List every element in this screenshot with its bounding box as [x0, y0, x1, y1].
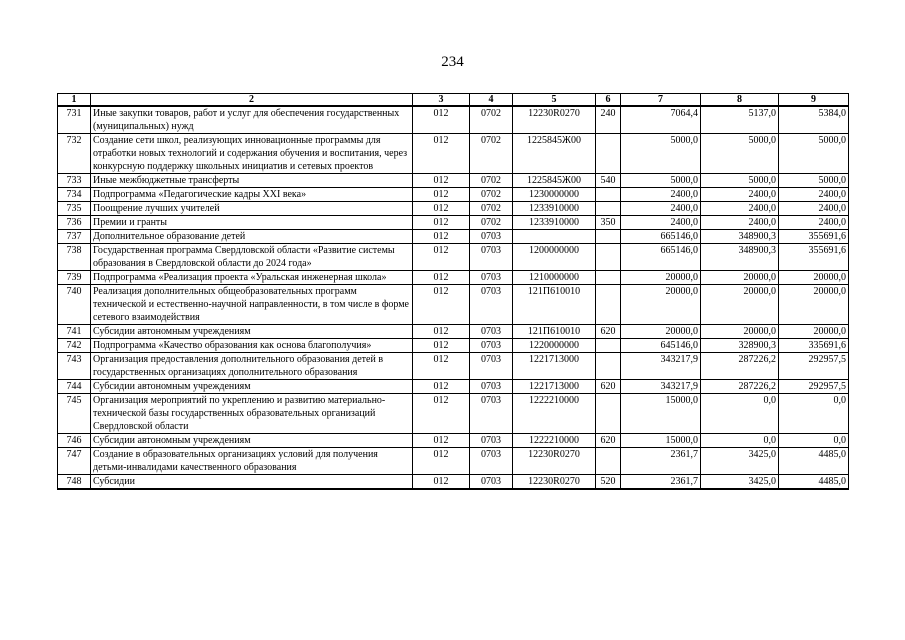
- row-section: 0702: [470, 174, 513, 188]
- header-col-7: 7: [621, 94, 701, 107]
- row-amount-3: 292957,5: [779, 380, 849, 394]
- header-col-2: 2: [91, 94, 413, 107]
- row-ministry: 012: [413, 475, 470, 490]
- row-amount-1: 665146,0: [621, 244, 701, 271]
- row-amount-2: 20000,0: [701, 325, 779, 339]
- row-amount-1: 2400,0: [621, 216, 701, 230]
- row-amount-2: 5000,0: [701, 174, 779, 188]
- row-amount-3: 20000,0: [779, 285, 849, 325]
- row-ministry: 012: [413, 325, 470, 339]
- row-target-article: 121П610010: [513, 325, 596, 339]
- row-number: 742: [58, 339, 91, 353]
- row-expense-type: 620: [596, 434, 621, 448]
- row-amount-2: 287226,2: [701, 353, 779, 380]
- row-number: 735: [58, 202, 91, 216]
- row-amount-3: 5000,0: [779, 134, 849, 174]
- row-name: Организация мероприятий по укреплению и развитию материально-технической базы государственных образовательных организаций Свердловской области: [91, 394, 413, 434]
- table-header-row: [58, 94, 849, 107]
- row-ministry: 012: [413, 380, 470, 394]
- row-name: Иные межбюджетные трансферты: [91, 174, 413, 188]
- row-target-article: 1220000000: [513, 339, 596, 353]
- table-row: [58, 202, 849, 216]
- row-amount-2: 3425,0: [701, 448, 779, 475]
- row-number: 737: [58, 230, 91, 244]
- row-ministry: 012: [413, 106, 470, 134]
- row-amount-2: 0,0: [701, 434, 779, 448]
- table-row: [58, 434, 849, 448]
- header-col-5: 5: [513, 94, 596, 107]
- table-row: [58, 448, 849, 475]
- row-amount-3: 20000,0: [779, 325, 849, 339]
- row-amount-3: 2400,0: [779, 202, 849, 216]
- row-amount-2: 3425,0: [701, 475, 779, 490]
- row-expense-type: [596, 339, 621, 353]
- row-name: Поощрение лучших учителей: [91, 202, 413, 216]
- row-amount-1: 2400,0: [621, 188, 701, 202]
- row-amount-3: 4485,0: [779, 475, 849, 490]
- row-expense-type: [596, 244, 621, 271]
- row-target-article: 12230R0270: [513, 448, 596, 475]
- row-name: Субсидии автономным учреждениям: [91, 434, 413, 448]
- row-amount-1: 20000,0: [621, 325, 701, 339]
- row-target-article: 1221713000: [513, 353, 596, 380]
- row-amount-3: 292957,5: [779, 353, 849, 380]
- table-row: [58, 339, 849, 353]
- row-amount-1: 2361,7: [621, 448, 701, 475]
- row-amount-2: 348900,3: [701, 244, 779, 271]
- row-target-article: [513, 230, 596, 244]
- row-number: 741: [58, 325, 91, 339]
- row-expense-type: 540: [596, 174, 621, 188]
- row-ministry: 012: [413, 285, 470, 325]
- row-name: Организация предоставления дополнительного образования детей в государственных организациях дополнительного образования: [91, 353, 413, 380]
- table-row: [58, 285, 849, 325]
- row-amount-3: 335691,6: [779, 339, 849, 353]
- row-amount-2: 287226,2: [701, 380, 779, 394]
- row-section: 0703: [470, 475, 513, 490]
- row-expense-type: 620: [596, 325, 621, 339]
- row-ministry: 012: [413, 174, 470, 188]
- row-target-article: 12230R0270: [513, 106, 596, 134]
- row-target-article: 1200000000: [513, 244, 596, 271]
- row-amount-3: 5000,0: [779, 174, 849, 188]
- row-amount-1: 2400,0: [621, 202, 701, 216]
- row-name: Подпрограмма «Реализация проекта «Уральская инженерная школа»: [91, 271, 413, 285]
- row-section: 0702: [470, 106, 513, 134]
- row-section: 0703: [470, 380, 513, 394]
- header-col-6: 6: [596, 94, 621, 107]
- header-col-8: 8: [701, 94, 779, 107]
- row-name: Подпрограмма «Педагогические кадры XXI века»: [91, 188, 413, 202]
- table-row: [58, 230, 849, 244]
- row-amount-3: 4485,0: [779, 448, 849, 475]
- row-amount-1: 665146,0: [621, 230, 701, 244]
- row-target-article: 12230R0270: [513, 475, 596, 490]
- row-section: 0702: [470, 216, 513, 230]
- row-name: Подпрограмма «Качество образования как основа благополучия»: [91, 339, 413, 353]
- row-target-article: 1230000000: [513, 188, 596, 202]
- row-expense-type: 240: [596, 106, 621, 134]
- row-number: 738: [58, 244, 91, 271]
- row-expense-type: [596, 285, 621, 325]
- row-number: 746: [58, 434, 91, 448]
- row-number: 732: [58, 134, 91, 174]
- row-expense-type: 350: [596, 216, 621, 230]
- row-section: 0703: [470, 339, 513, 353]
- header-col-4: 4: [470, 94, 513, 107]
- table-row: [58, 134, 849, 174]
- row-amount-1: 5000,0: [621, 134, 701, 174]
- row-ministry: 012: [413, 353, 470, 380]
- row-ministry: 012: [413, 394, 470, 434]
- row-name: Государственная программа Свердловской области «Развитие системы образования в Свердловской области до 2024 года»: [91, 244, 413, 271]
- row-section: 0703: [470, 325, 513, 339]
- row-target-article: 1222210000: [513, 434, 596, 448]
- row-expense-type: [596, 202, 621, 216]
- table-row: [58, 394, 849, 434]
- table-row: [58, 216, 849, 230]
- table-row: [58, 244, 849, 271]
- header-col-3: 3: [413, 94, 470, 107]
- row-amount-2: 5137,0: [701, 106, 779, 134]
- row-amount-2: 5000,0: [701, 134, 779, 174]
- row-section: 0703: [470, 230, 513, 244]
- row-amount-3: 20000,0: [779, 271, 849, 285]
- row-ministry: 012: [413, 271, 470, 285]
- row-amount-1: 15000,0: [621, 434, 701, 448]
- table-row: [58, 271, 849, 285]
- row-section: 0703: [470, 394, 513, 434]
- row-ministry: 012: [413, 434, 470, 448]
- row-section: 0702: [470, 188, 513, 202]
- table-row: [58, 188, 849, 202]
- row-target-article: 121П610010: [513, 285, 596, 325]
- row-ministry: 012: [413, 216, 470, 230]
- row-expense-type: [596, 271, 621, 285]
- row-amount-2: 2400,0: [701, 216, 779, 230]
- row-name: Премии и гранты: [91, 216, 413, 230]
- row-amount-2: 2400,0: [701, 188, 779, 202]
- row-amount-3: 5384,0: [779, 106, 849, 134]
- row-ministry: 012: [413, 339, 470, 353]
- row-name: Реализация дополнительных общеобразовательных программ технической и естественно-научной направленности, в том числе в форме сетевого взаимодействия: [91, 285, 413, 325]
- row-target-article: 1225845Ж00: [513, 134, 596, 174]
- row-amount-2: 0,0: [701, 394, 779, 434]
- row-section: 0703: [470, 434, 513, 448]
- table-row: [58, 325, 849, 339]
- row-ministry: 012: [413, 448, 470, 475]
- table-body: [58, 106, 849, 489]
- row-section: 0702: [470, 134, 513, 174]
- header-col-1: 1: [58, 94, 91, 107]
- row-expense-type: 620: [596, 380, 621, 394]
- row-name: Дополнительное образование детей: [91, 230, 413, 244]
- row-number: 739: [58, 271, 91, 285]
- row-section: 0702: [470, 202, 513, 216]
- page-number: 234: [441, 54, 464, 70]
- row-expense-type: 520: [596, 475, 621, 490]
- row-section: 0703: [470, 244, 513, 271]
- row-expense-type: [596, 394, 621, 434]
- row-number: 743: [58, 353, 91, 380]
- table-row: [58, 174, 849, 188]
- row-amount-2: 20000,0: [701, 285, 779, 325]
- header-col-9: 9: [779, 94, 849, 107]
- budget-table: [57, 93, 849, 490]
- row-ministry: 012: [413, 244, 470, 271]
- row-target-article: 1222210000: [513, 394, 596, 434]
- row-amount-2: 2400,0: [701, 202, 779, 216]
- table-row: [58, 380, 849, 394]
- row-expense-type: [596, 353, 621, 380]
- row-amount-3: 2400,0: [779, 188, 849, 202]
- row-ministry: 012: [413, 202, 470, 216]
- row-section: 0703: [470, 353, 513, 380]
- row-ministry: 012: [413, 230, 470, 244]
- row-section: 0703: [470, 285, 513, 325]
- row-amount-1: 7064,4: [621, 106, 701, 134]
- row-name: Субсидии автономным учреждениям: [91, 380, 413, 394]
- row-number: 731: [58, 106, 91, 134]
- row-ministry: 012: [413, 188, 470, 202]
- row-amount-2: 328900,3: [701, 339, 779, 353]
- row-amount-3: 0,0: [779, 434, 849, 448]
- row-amount-3: 2400,0: [779, 216, 849, 230]
- row-amount-1: 5000,0: [621, 174, 701, 188]
- row-number: 736: [58, 216, 91, 230]
- row-number: 748: [58, 475, 91, 490]
- row-amount-1: 2361,7: [621, 475, 701, 490]
- row-amount-2: 20000,0: [701, 271, 779, 285]
- table-row: [58, 353, 849, 380]
- row-section: 0703: [470, 448, 513, 475]
- row-number: 747: [58, 448, 91, 475]
- row-amount-3: 355691,6: [779, 230, 849, 244]
- row-ministry: 012: [413, 134, 470, 174]
- row-number: 733: [58, 174, 91, 188]
- row-target-article: 1210000000: [513, 271, 596, 285]
- row-amount-1: 20000,0: [621, 285, 701, 325]
- row-target-article: 1233910000: [513, 216, 596, 230]
- row-name: Иные закупки товаров, работ и услуг для обеспечения государственных (муниципальных) нужд: [91, 106, 413, 134]
- row-amount-1: 645146,0: [621, 339, 701, 353]
- row-amount-3: 0,0: [779, 394, 849, 434]
- row-number: 745: [58, 394, 91, 434]
- row-number: 744: [58, 380, 91, 394]
- row-number: 740: [58, 285, 91, 325]
- row-target-article: 1233910000: [513, 202, 596, 216]
- row-number: 734: [58, 188, 91, 202]
- row-target-article: 1225845Ж00: [513, 174, 596, 188]
- row-amount-1: 343217,9: [621, 380, 701, 394]
- row-name: Создание в образовательных организациях условий для получения детьми-инвалидами качественного образования: [91, 448, 413, 475]
- row-name: Создание сети школ, реализующих инновационные программы для отработки новых технологий и содержания обучения и воспитания, через конкурсную поддержку школьных инициатив и сетевых проектов: [91, 134, 413, 174]
- row-expense-type: [596, 188, 621, 202]
- row-target-article: 1221713000: [513, 380, 596, 394]
- table-row: [58, 106, 849, 134]
- row-name: Субсидии автономным учреждениям: [91, 325, 413, 339]
- row-amount-1: 15000,0: [621, 394, 701, 434]
- row-expense-type: [596, 448, 621, 475]
- table-row: [58, 475, 849, 490]
- row-expense-type: [596, 134, 621, 174]
- row-expense-type: [596, 230, 621, 244]
- row-amount-3: 355691,6: [779, 244, 849, 271]
- row-amount-1: 343217,9: [621, 353, 701, 380]
- row-section: 0703: [470, 271, 513, 285]
- row-amount-2: 348900,3: [701, 230, 779, 244]
- row-name: Субсидии: [91, 475, 413, 490]
- row-amount-1: 20000,0: [621, 271, 701, 285]
